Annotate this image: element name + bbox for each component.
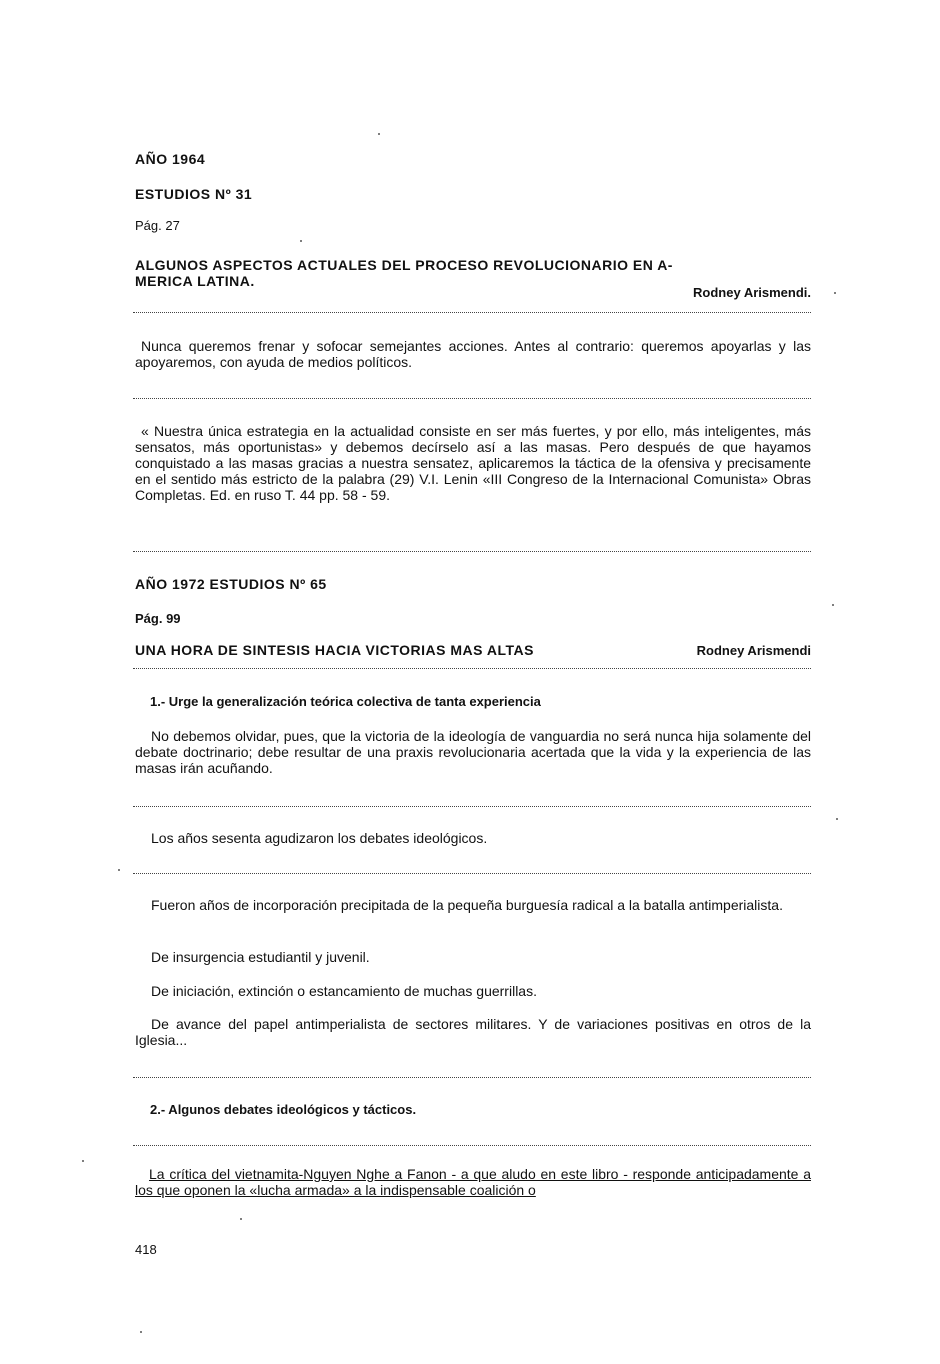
dotted-separator (133, 551, 811, 552)
body-paragraph: De avance del papel antimperialista de sectores militares. Y de variaciones positivas en otros de la Iglesia... (135, 1016, 811, 1048)
body-paragraph: Los años sesenta agudizaron los debates ideológicos. (151, 830, 488, 846)
quote-paragraph: Nunca queremos frenar y sofocar semejantes acciones. Antes al contrario: queremos apoyarlas y las apoyaremos, con ayuda de medios políticos. (135, 338, 811, 370)
page-reference: Pág. 27 (135, 218, 180, 233)
dotted-separator (133, 873, 811, 874)
issue-heading: ESTUDIOS Nº 31 (135, 186, 253, 202)
scan-speck (82, 1160, 84, 1162)
dotted-separator (133, 668, 811, 669)
body-paragraph: La crítica del vietnamita-Nguyen Nghe a Fanon - a que aludo en este libro - responde anticipadamente a los que oponen la «lucha armada» a la indispensable coalición o (135, 1166, 811, 1198)
subheading: 2.- Algunos debates ideológicos y tácticos. (150, 1102, 417, 1117)
dotted-separator (133, 806, 811, 807)
scan-speck (240, 1218, 242, 1220)
article-author: Rodney Arismendi (696, 643, 811, 658)
page-number: 418 (135, 1242, 157, 1257)
dotted-separator (133, 312, 811, 313)
scan-speck (300, 240, 302, 242)
article-title-line2: MERICA LATINA. (135, 273, 255, 289)
article-title: UNA HORA DE SINTESIS HACIA VICTORIAS MAS ALTAS (135, 642, 534, 658)
dotted-separator (133, 1077, 811, 1078)
body-paragraph: De insurgencia estudiantil y juvenil. (151, 949, 370, 965)
article-title-line1: ALGUNOS ASPECTOS ACTUALES DEL PROCESO REVOLUCIONARIO EN A- (135, 257, 673, 273)
page-reference: Pág. 99 (135, 611, 181, 626)
scan-speck (378, 133, 380, 135)
subheading: 1.- Urge la generalización teórica colectiva de tanta experiencia (150, 694, 541, 709)
scan-speck (832, 604, 834, 606)
year-issue-heading: AÑO 1972 ESTUDIOS Nº 65 (135, 576, 327, 592)
scan-speck (140, 1331, 142, 1333)
body-paragraph: De iniciación, extinción o estancamiento de muchas guerrillas. (151, 983, 537, 999)
year-heading: AÑO 1964 (135, 151, 206, 167)
scan-speck (834, 292, 836, 294)
scan-speck (836, 818, 838, 820)
article-header (135, 642, 811, 660)
dotted-separator (133, 1145, 811, 1146)
quote-paragraph: « Nuestra única estrategia en la actualidad consiste en ser más fuertes, y por ello, más inteligentes, más sensatos, más oportunistas» y debemos decírselo así a las masas. Pero después de que hayamos conquistado a las masas gracias a nuestra sensatez, aplicaremos la táctica de la ofensiva y precisamente en el sentido más estricto de la palabra (29) V.I. Lenin «III Congreso de la Internacional Comunista» Obras Completas. Ed. en ruso T. 44 pp. 58 - 59. (135, 423, 811, 503)
scan-speck (118, 869, 120, 871)
dotted-separator (133, 398, 811, 399)
article-author: Rodney Arismendi. (693, 285, 811, 300)
body-paragraph: Fueron años de incorporación precipitada de la pequeña burguesía radical a la batalla antimperialista. (151, 897, 783, 913)
body-paragraph: No debemos olvidar, pues, que la victoria de la ideología de vanguardia no será nunca hija solamente del debate doctrinario; debe resultar de una praxis revolucionaria acertada que la vida y la experiencia de las masas irán acuñando. (135, 728, 811, 776)
